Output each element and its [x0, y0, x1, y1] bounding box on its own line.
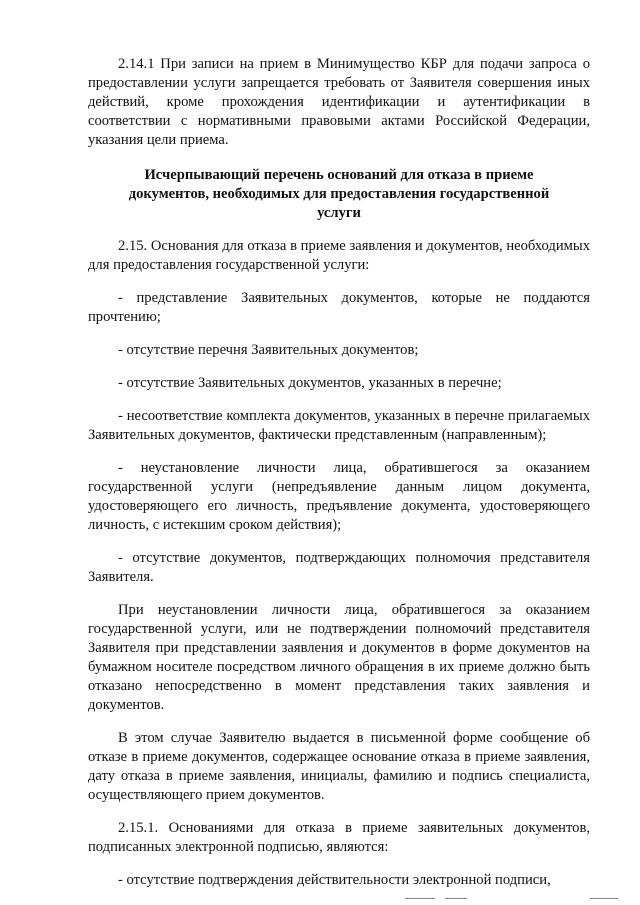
paragraph-refusal: При неустановлении личности лица, обратившегося за оказанием государственной услуги, или не подтверждении полномочий представителя Заявителя при представлении заявления и документов в форме документов на бумажном носителе посредством личного обращения в их приеме должно быть отказано непосредственно в момент представления таких заявления и документов. — [88, 602, 590, 713]
paragraph-2-15: 2.15. Основания для отказа в приеме заявления и документов, необходимых для предоставления государственной услуги: — [88, 238, 590, 273]
paragraph-2-14-1: 2.14.1 При записи на прием в Минимущество КБР для подачи запроса о предоставлении услуги запрещается требовать от Заявителя совершения иных действий, кроме прохождения идентификации и аутентификации в соответствии с нормативными правовыми актами Российской Федерации, указания цели приема. — [88, 56, 590, 148]
section-heading: Исчерпывающий перечень оснований для отказа в приеме документов, необходимых для предоставления государственной услуги — [128, 167, 550, 221]
paragraph-2-15-1: 2.15.1. Основаниями для отказа в приеме заявительных документов, подписанных электронной подписью, являются: — [88, 820, 590, 855]
list-item-missing-list: - отсутствие перечня Заявительных документов; — [118, 342, 419, 358]
list-item-mismatch: - несоответствие комплекта документов, указанных в перечне прилагаемых Заявительных документов, фактически представленным (направленным); — [88, 408, 590, 443]
list-item-esign: - отсутствие подтверждения действительности электронной подписи, — [118, 872, 551, 888]
list-item-missing-authority: - отсутствие документов, подтверждающих полномочия представителя Заявителя. — [88, 550, 590, 585]
list-item-unreadable-documents: - представление Заявительных документов, которые не поддаются прочтению; — [88, 290, 590, 325]
list-item-identity-not-established: - неустановление личности лица, обратившегося за оказанием государственной услуги (непредъявление данным лицом документа, удостоверяющего его личность, предъявление документа, удостоверяющего личность, с истекшим сроком действия); — [88, 460, 590, 533]
paragraph-written-notice: В этом случае Заявителю выдается в письменной форме сообщение об отказе в приеме документов, содержащее основание отказа в приеме заявления, дату отказа в приеме заявления, инициалы, фамилию и подпись специалиста, осуществляющего прием документов. — [88, 730, 590, 803]
scan-artifact — [590, 898, 618, 899]
scan-artifact — [445, 898, 467, 899]
list-item-missing-documents: - отсутствие Заявительных документов, указанных в перечне; — [118, 375, 502, 391]
scan-artifact — [405, 898, 435, 899]
document-page — [88, 55, 590, 890]
